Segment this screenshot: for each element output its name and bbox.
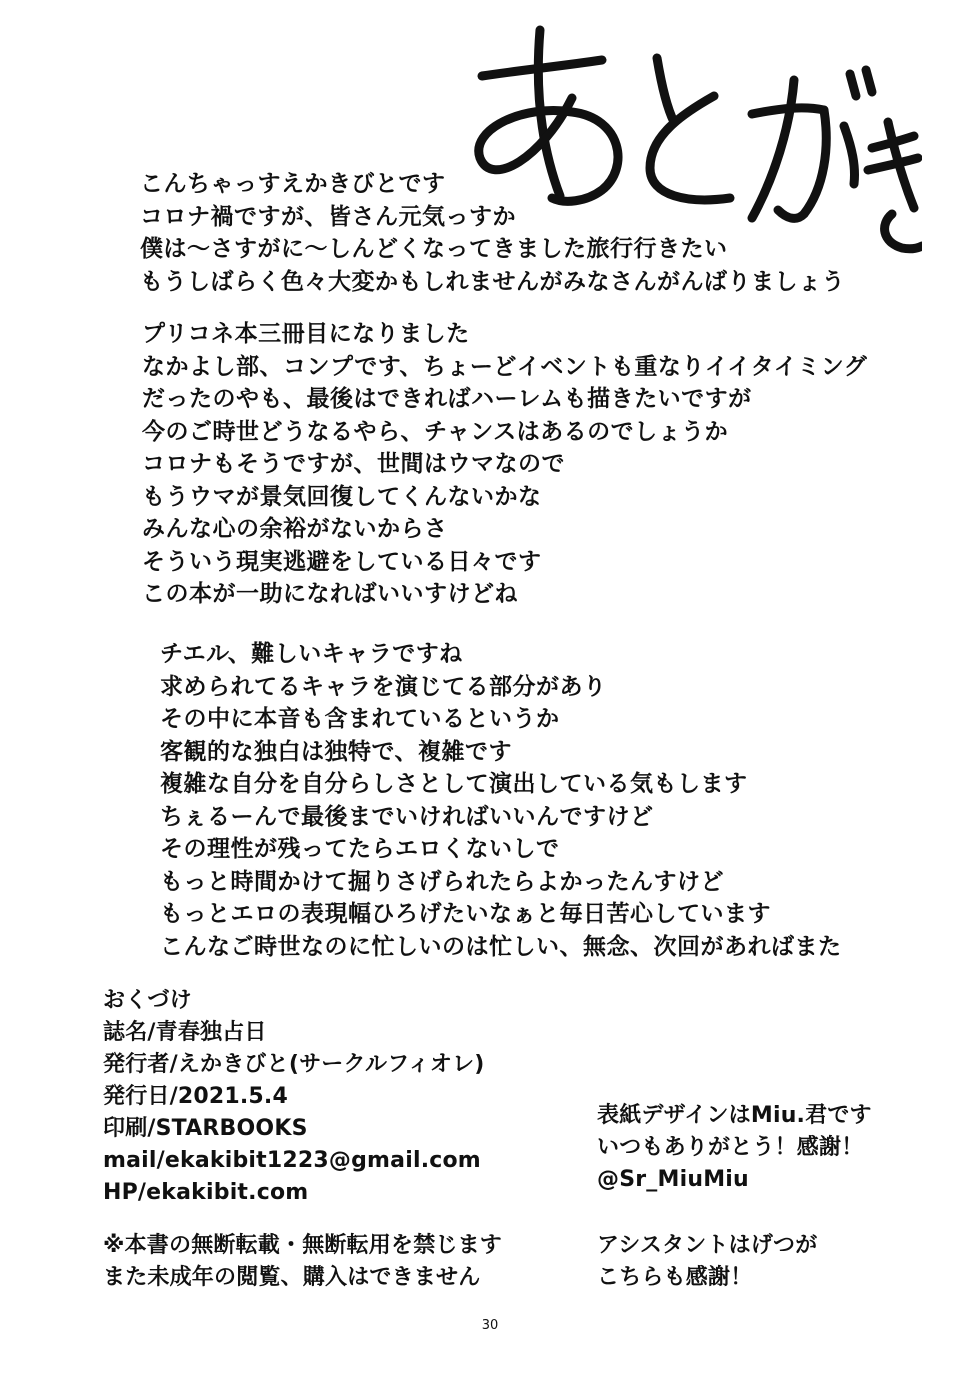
text-line: だったのやも、最後はできればハーレムも描きたいですが — [142, 386, 752, 412]
text-line: もうウマが景気回復してくんないかな — [142, 483, 542, 510]
text-line: 複雑な自分を自分らしさとして演出している気もします — [160, 771, 748, 797]
chieru-paragraph — [160, 638, 842, 963]
text-line: こんちゃっすえかきびとです — [140, 171, 446, 197]
credit-line: アシスタントはげつが — [597, 1233, 818, 1258]
text-line: もっとエロの表現幅ひろげたいなぁと毎日苦心しています — [160, 901, 771, 927]
credit-handle: @Sr_MiuMiu — [597, 1167, 749, 1192]
credit-line: こちらも感謝！ — [597, 1265, 753, 1290]
priconne-paragraph — [142, 318, 867, 611]
text-line: この本が一助になればいいすけどね — [142, 581, 518, 607]
text-line: コロナもそうですが、世間はウマなので — [142, 451, 565, 477]
colophon-publisher: 発行者/えかきびと(サークルフィオレ) — [103, 1052, 485, 1077]
text-line: プリコネ本三冊目になりました — [142, 321, 470, 347]
colophon-printer: 印刷/STARBOOKS — [103, 1116, 308, 1141]
text-line: ちぇるーんで最後までいければいいんですけど — [160, 803, 654, 830]
cover-design-credit — [597, 1100, 872, 1196]
notice-line: また未成年の閲覧、購入はできません — [103, 1265, 481, 1290]
text-line: コロナ禍ですが、皆さん元気っすか — [140, 203, 516, 230]
text-line: その中に本音も含まれているというか — [160, 706, 560, 732]
assistant-credit — [597, 1230, 817, 1294]
colophon-date: 発行日/2021.5.4 — [103, 1084, 288, 1109]
page-number: 30 — [481, 1318, 499, 1333]
colophon-homepage: HP/ekakibit.com — [103, 1180, 309, 1205]
reproduction-notice — [103, 1230, 502, 1294]
text-line: 今のご時世どうなるやら、チャンスはあるのでしょうか — [142, 418, 729, 445]
text-line: みんな心の余裕がないからさ — [142, 516, 448, 542]
text-line: こんなご時世なのに忙しいのは忙しい、無念、次回があればまた — [160, 933, 842, 960]
text-line: 求められてるキャラを演じてる部分があり — [160, 673, 607, 700]
colophon-mail: mail/ekakibit1223@gmail.com — [103, 1148, 481, 1173]
credit-line: いつもありがとう！感謝！ — [597, 1135, 864, 1160]
colophon-title: 誌名/青春独占日 — [103, 1020, 267, 1045]
intro-paragraph — [140, 168, 845, 298]
text-line: もうしばらく色々大変かもしれませんがみなさんがんばりましょう — [140, 268, 845, 295]
text-line: 客観的な独白は独特で、複雑です — [160, 738, 513, 765]
colophon-heading: おくづけ — [103, 988, 192, 1013]
text-line: その理性が残ってたらエロくないしで — [160, 836, 560, 862]
text-line: 僕は〜さすがに〜しんどくなってきました旅行行きたい — [140, 236, 728, 262]
notice-line: ※本書の無断転載・無断転用を禁じます — [103, 1233, 502, 1258]
colophon — [103, 985, 485, 1209]
text-line: そういう現実逃避をしている日々です — [142, 548, 542, 575]
text-line: チエル、難しいキャラですね — [160, 641, 463, 667]
credit-line: 表紙デザインはMiu.君です — [597, 1103, 872, 1128]
text-line: なかよし部、コンプです、ちょーどイベントも重なりイイタイミング — [142, 353, 868, 380]
text-line: もっと時間かけて掘りさげられたらよかったんすけど — [160, 868, 724, 895]
